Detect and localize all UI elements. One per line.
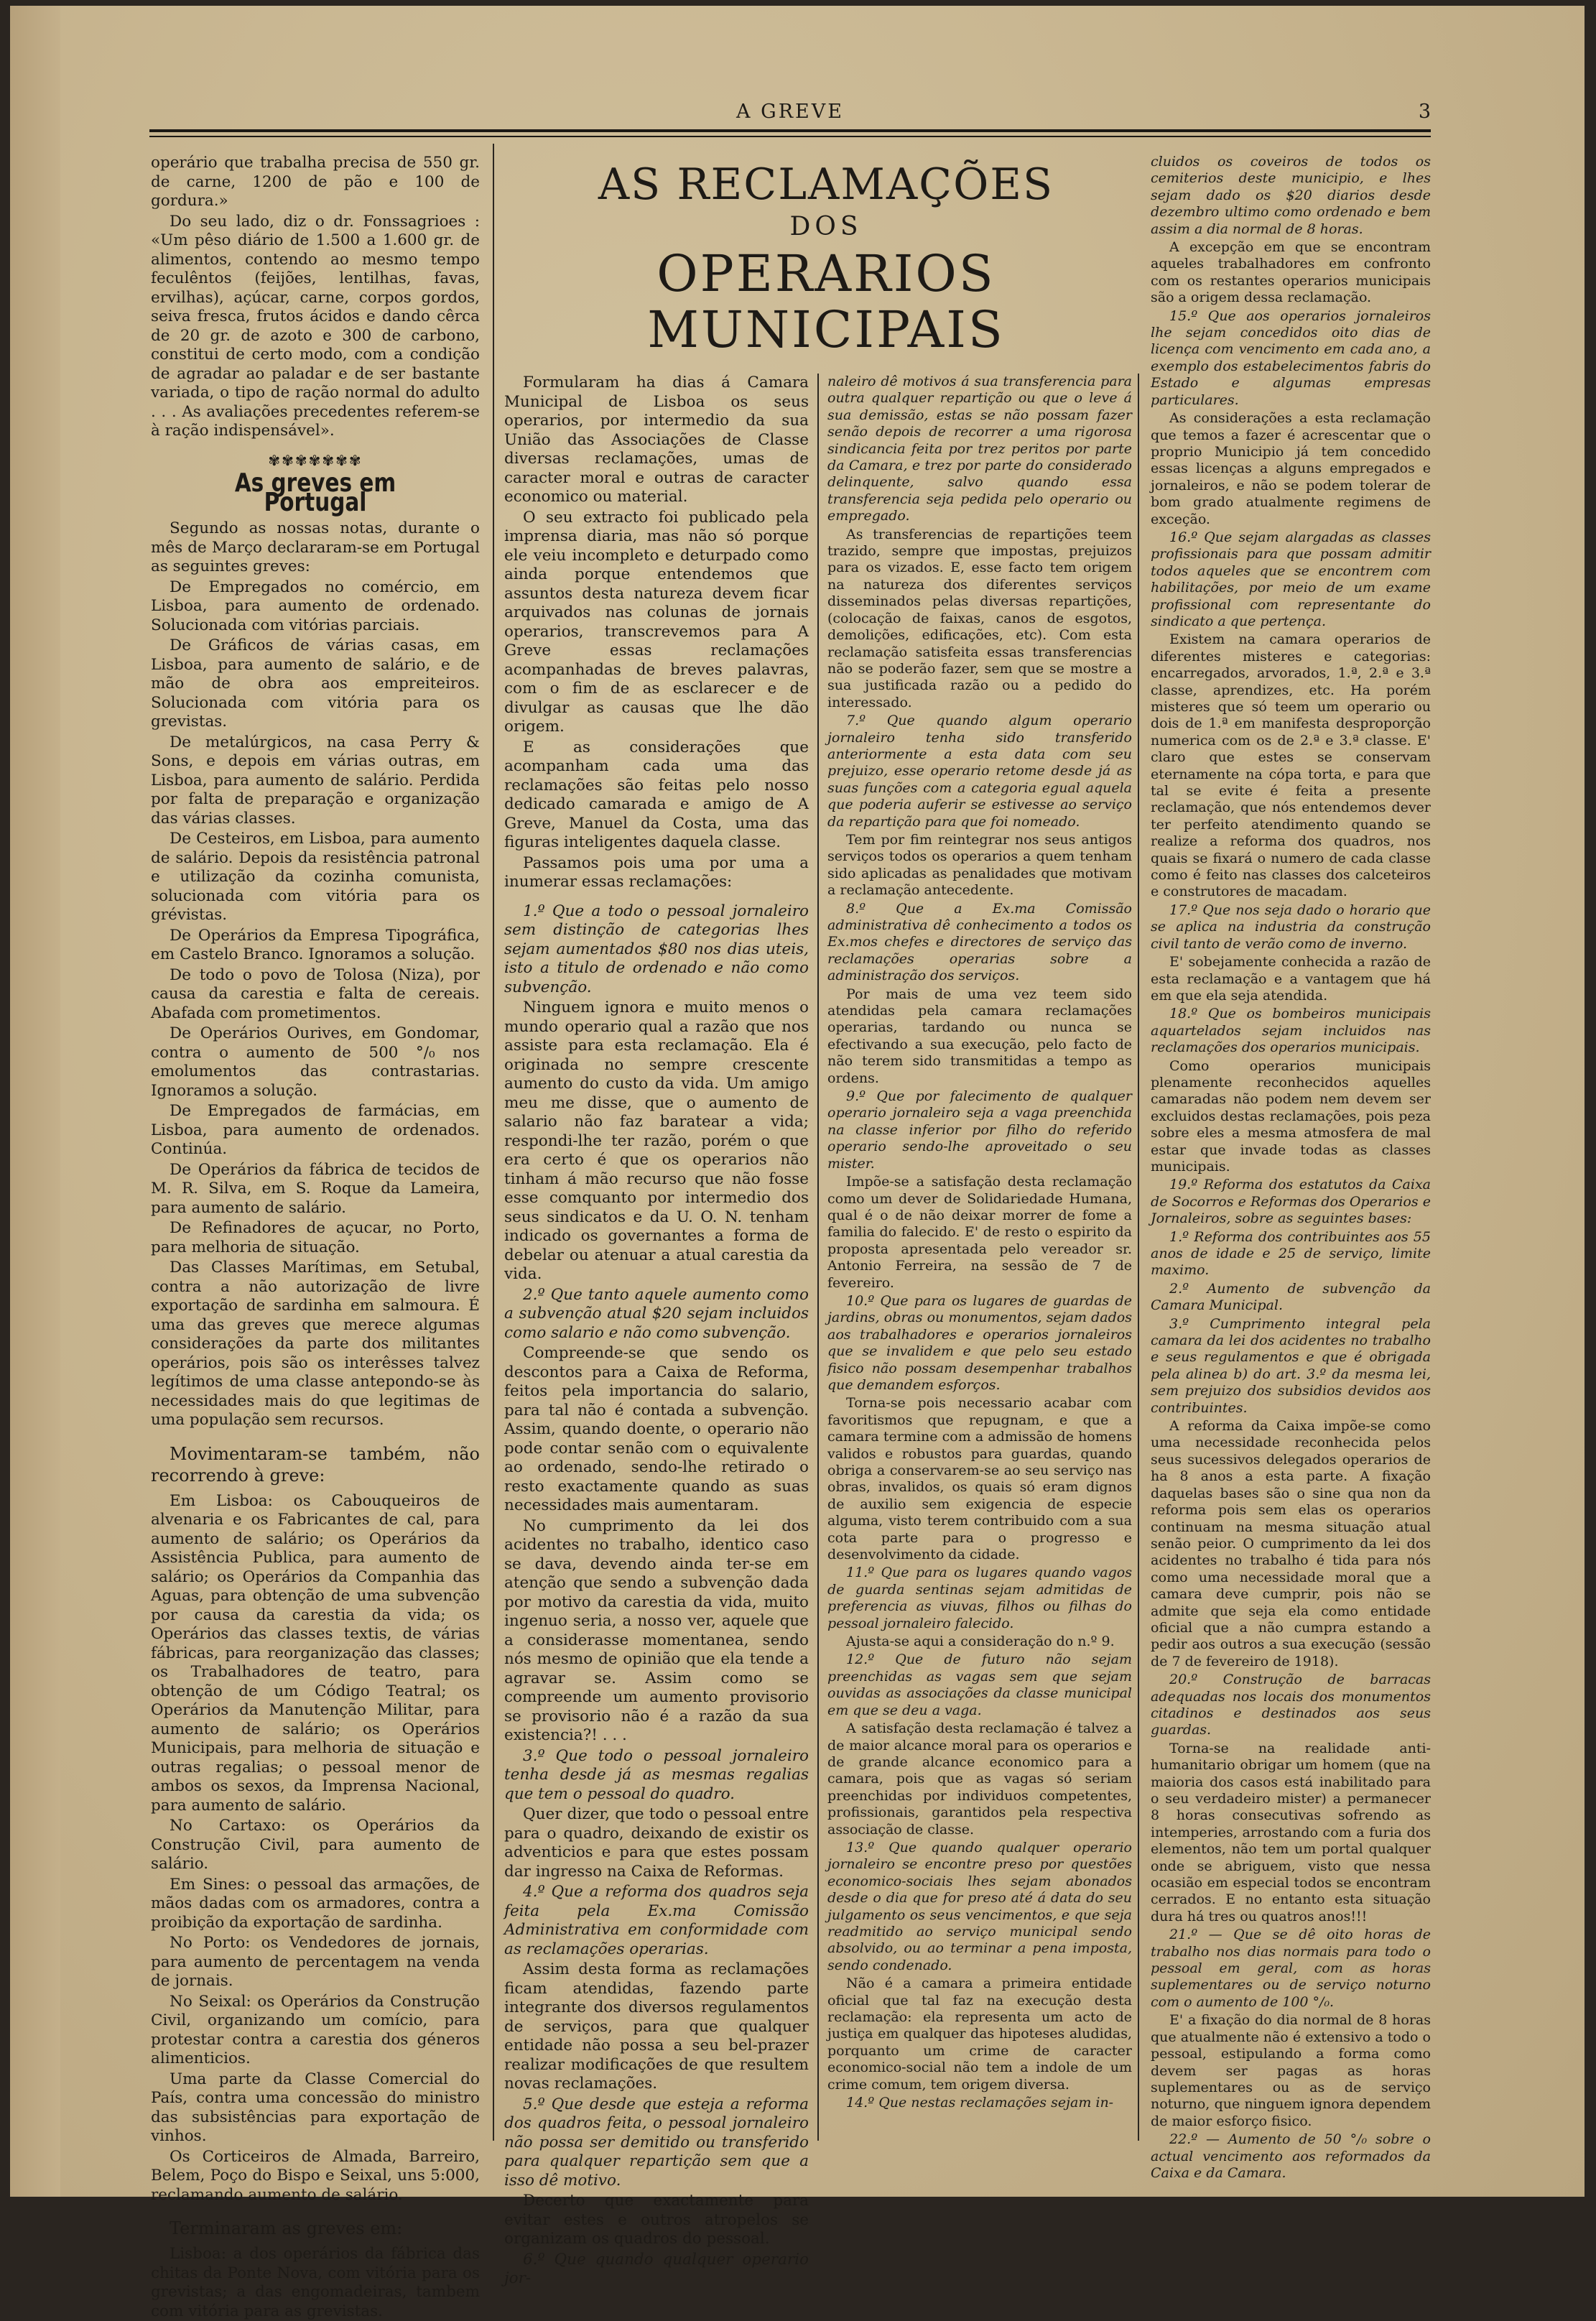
section-heading: As greves em Portugal bbox=[234, 468, 396, 517]
claim-item: 18.º Que os bombeiros municipais aquartelados sejam incluidos nas reclamações dos operarios municipais. bbox=[1151, 1006, 1431, 1056]
movement-list bbox=[151, 1492, 480, 2205]
claim-item: 2.º Que tanto aquele aumento como a subvenção atual $20 sejam incluidos como salario e não como subvenção. bbox=[504, 1285, 809, 1342]
intro-para: Do seu lado, diz o dr. Fonssagrioes : «Um pêso diário de 1.500 a 1.600 gr. de alimentos, contendo ao mesmo tempo feculêntos (feijões, lentilhas, favas, ervilhas), açúcar, carne, corpos gordos, seiva fresca, frutos ácidos e dando cêrca de 20 gr. de azoto e 300 de carbono, constitui de certo modo, com a condição de agradar ao paladar e de ser bastante variada, o tipo de ração normal do adulto . . . As avaliações precedentes referem-se à ração indispensável». bbox=[151, 212, 480, 440]
article-para: Formularam ha dias á Camara Municipal de Lisboa os seus operarios, por intermedio da sua União das Associações de Classe diversas reclamações, umas de caracter moral e outras de caracter economico ou material. bbox=[504, 374, 809, 506]
claim-item: 5.º Que desde que esteja a reforma dos quadros feita, o pessoal jornaleiro não possa ser demitido ou transferido para qualquer repartição sem que a isso dê motivo. bbox=[504, 2095, 809, 2190]
strike-item: De Operários Ourives, em Gondomar, contra o aumento de 500 °/₀ nos emolumentos das contrastarias. Ignoramos a solução. bbox=[151, 1024, 480, 1100]
claim-comment: Torna-se pois necessario acabar com favoritismos que repugnam, e que a camara termine com a admissão de homens validos e robustos para guardas, quando obriga a conservarem-se ao seu serviço nas obras, invalidos, os quais só eram dignos de auxilio sem exigencia de especie alguma, visto terem contribuido com a sua cota parte para o progresso e desenvolvimento da cidade. bbox=[827, 1395, 1132, 1563]
claim-comment: As transferencias de repartições teem trazido, sempre que impostas, prejuizos para os vizados. E, esse facto tem origem na natureza dos diferentes serviços disseminados pelas diversas repartições, (colocação de faixas, canos de esgotos, demolições, edificações, etc). Com esta reclamação satisfeita essas transferencias não se poderão fazer, sem que se mostre a sua justificada razão ou a pedido do interessado. bbox=[827, 526, 1132, 710]
claim-item: cluidos os coveiros de todos os cemiterios deste municipio, e lhes sejam dado os $20 diarios desde dezembro ultimo como ordenado e bem assim a dia normal de 8 horas. bbox=[1151, 154, 1431, 237]
claim-item: 10.º Que para os lugares de guardas de jardins, obras ou monumentos, sejam dados aos trabalhadores e operarios jornaleiros que se invalidem e que pelo seu estado fisico não possam desempenhar trabalhos que demandem esforços. bbox=[827, 1292, 1132, 1393]
claim-comment: As considerações a esta reclamação que temos a fazer é acrescentar que o proprio Municipio já tem concedido essas licenças a alguns empregados e jornaleiros, e não se podem tolerar de bom grado atualmente regimens de exceção. bbox=[1151, 410, 1431, 527]
strike-item: De Operários da fábrica de tecidos de M. R. Silva, em S. Roque da Lameira, para aumento de salário. bbox=[151, 1160, 480, 1217]
claim-item: 3.º Cumprimento integral pela camara da lei dos acidentes no trabalho e seus regulamentos e que é obrigada pela alinea b) do art. 3.º da mesma lei, sem prejuizo dos subsidios devidos aos contribuintes. bbox=[1151, 1315, 1431, 1416]
claim-comment: Tem por fim reintegrar nos seus antigos serviços todos os operarios a quem tenham sido aplicadas as penalidades que motivam a reclamação antecedente. bbox=[827, 831, 1132, 899]
claim-comment: A satisfação desta reclamação é talvez a de maior alcance moral para os operarios e de grande alcance economico para a camara, pois que as vagas só seriam preenchidas por individuos competentes, profissionais, garantidos pela respectiva associação de classe. bbox=[827, 1720, 1132, 1838]
page-fold-shadow bbox=[10, 6, 60, 2197]
publication-title: A GREVE bbox=[736, 101, 844, 123]
title-line-3: OPERARIOS MUNICIPAIS bbox=[647, 244, 1005, 359]
header-rule-thick bbox=[149, 129, 1431, 132]
claim-item: 3.º Que todo o pessoal jornaleiro tenha desde já as mesmas regalias que tem o pessoal do quadro. bbox=[504, 1746, 809, 1803]
column-1 bbox=[151, 154, 480, 2320]
claim-item: 21.º — Que se dê oito horas de trabalho nos dias normais para todo o pessoal em geral, com as horas suplementares ou de serviço noturno com o aumento de 100 °/₀. bbox=[1151, 1927, 1431, 2010]
strike-item: De Empregados no comércio, em Lisboa, para aumento de ordenado. Solucionada com vitórias parciais. bbox=[151, 578, 480, 634]
claim-item: 11.º Que para os lugares quando vagos de guarda sentinas sejam admitidas de preferencia as viuvas, filhos ou filhas do pessoal jornaleiro falecido. bbox=[827, 1565, 1132, 1631]
claim-comment: A excepção em que se encontram aqueles trabalhadores em confronto com os restantes operarios municipais são a origem dessa reclamação. bbox=[1151, 239, 1431, 306]
title-line-2: DOS bbox=[789, 212, 863, 241]
strike-item: De Operários da Empresa Tipográfica, em Castelo Branco. Ignoramos a solução. bbox=[151, 926, 480, 963]
strike-item: De Gráficos de várias casas, em Lisboa, para aumento de salário, e de mão de obra aos empreiteiros. Solucionada com vitória para os grevistas. bbox=[151, 636, 480, 731]
article-para: E as considerações que acompanham cada uma das reclamações são feitas pelo nosso dedicado camarada e amigo de A Greve, Manuel da Costa, uma das figuras inteligentes daquela classe. bbox=[504, 738, 809, 851]
claims-list bbox=[504, 902, 809, 2289]
claim-item: 4.º Que a reforma dos quadros seja feita pela Ex.ma Comissão Administrativa em conformidade com as reclamações operarias. bbox=[504, 1883, 809, 1958]
claim-comment: Quer dizer, que todo o pessoal entre para o quadro, deixando de existir os adventicios e para que estes possam dar ingresso na Caixa de Reformas. bbox=[504, 1805, 809, 1881]
claim-item: 19.º Reforma dos estatutos da Caixa de Socorros e Reformas dos Operarios e Jornaleiros, sobre as seguintes bases: bbox=[1151, 1177, 1431, 1227]
movement-item: Em Sines: o pessoal das armações, de mãos dadas com os armadores, contra a proibição da exportação de sardinha. bbox=[151, 1875, 480, 1932]
page-number: 3 bbox=[1418, 101, 1431, 123]
article-para: O seu extracto foi publicado pela imprensa diaria, mas não só porque ele veiu incompleto e deturpado como ainda porque entendemos que assuntos desta natureza devem ficar arquivados nas colunas de jornais operarios, transcrevemos para A Greve essas reclamações acompanhadas de breves palavras, com o fim de as esclarecer e de divulgar as causas que lhe dão origem. bbox=[504, 508, 809, 736]
strike-item: De metalúrgicos, na casa Perry & Sons, e depois em várias outras, em Lisboa, para aumento de salário. Perdida por falta de preparação e organização das várias classes. bbox=[151, 733, 480, 828]
column-divider bbox=[1138, 374, 1139, 2141]
column-4 bbox=[1151, 154, 1431, 2181]
claim-item: 1.º Que a todo o pessoal jornaleiro sem distinção de categorias lhes sejam aumentados $80 nos dias uteis, isto a titulo de ordenado e não como subvenção. bbox=[504, 902, 809, 996]
claim-item: naleiro dê motivos á sua transferencia para outra qualquer repartição ou que o leve á sua demissão, estas se não possam fazer senão depois de recorrer a uma rigorosa sindicancia feita por trez peritos por parte da Camara, e trez por parte do considerado delinquente, salvo quando essa transferencia seja pedida pelo operario ou empregado. bbox=[827, 374, 1132, 524]
claim-item: 15.º Que aos operarios jornaleiros lhe sejam concedidos oito dias de licença com vencimento em cada ano, a exemplo dos estabelecimentos fabris do Estado e algumas empresas particulares. bbox=[1151, 307, 1431, 408]
strike-item: De Cesteiros, em Lisboa, para aumento de salário. Depois da resistência patronal e utilização da cozinha comunista, solucionada com vitória para os grévistas. bbox=[151, 830, 480, 924]
claim-comment: Não é a camara a primeira entidade oficial que tal faz na execução desta reclamação: ela representa um acto de justiça em qualquer das hipoteses aludidas, porquanto um crime de caracter economico-social não tem a indole de um crime comum, tem origem diversa. bbox=[827, 1975, 1132, 2093]
claim-comment: Existem na camara operarios de diferentes misteres e categorias: encarregados, arvorados, 1.ª, 2.ª e 3.ª classe, aprendizes, etc. Ha porém misteres que só teem um operario ou dois de 1.ª em manifesta desproporção numerica com os de 2.ª e 3.ª classe. E' claro que estes se conservam eternamente na cópa torta, e para que tal se evite é feita a presente reclamação, que nós entendemos dever ter perfeito atendimento quando se realize a reforma dos quadros, nos quais se fixará o numero de cada classe como é feito nas classes dos calceteiros e construtores de macadam. bbox=[1151, 631, 1431, 900]
article-title bbox=[497, 159, 1155, 358]
claim-item: 17.º Que nos seja dado o horario que se aplica na industria da construção civil tanto de verão como de inverno. bbox=[1151, 902, 1431, 952]
claim-item: 13.º Que quando qualquer operario jornaleiro se encontre preso por questões economico-sociais lhes sejam abonados desde o dia que for preso até á data do seu julgamento os seus vencimentos, e que seja readmitido ao serviço municipal sendo absolvido, ou ao terminar a pena imposta, sendo condenado. bbox=[827, 1839, 1132, 1973]
ended-item: Lisboa: a dos operários da fábrica das chitas da Ponte Nova, com vitória para os grevistas; a das engomadeiras, tambem com vitória para as grevistas. bbox=[151, 2245, 480, 2320]
ended-list bbox=[151, 2245, 480, 2321]
claim-comment: A reforma da Caixa impõe-se como uma necessidade reconhecida pelos seus sucessivos delegados operarios de ha 8 anos a esta parte. A fixação daquelas bases são o sine qua non da reforma pois sem elas os operarios continuam na mesma situação atual senão peior. O cumprimento da lei dos acidentes no trabalho é tida para nós como uma necessidade moral que a camara deve cumprir, pois não se admite que seja ela como entidade oficial que a não cumpra estando a pedir aos outros a sua execução (sessão de 7 de fevereiro de 1918). bbox=[1151, 1418, 1431, 1669]
ornament-divider: ✾✾✾✾✾✾✾ bbox=[268, 451, 363, 469]
claim-item: 2.º Aumento de subvenção da Camara Municipal. bbox=[1151, 1280, 1431, 1314]
subheading: Terminaram as greves em: bbox=[170, 2218, 403, 2238]
claim-item: 20.º Construção de barracas adequadas nos locais dos monumentos citadinos e destinados aos seus guardas. bbox=[1151, 1672, 1431, 1738]
section-lead: Segundo as nossas notas, durante o mês de Março declararam-se em Portugal as seguintes greves: bbox=[151, 519, 480, 575]
claim-comment: Torna-se na realidade anti-humanitario obrigar um homem (que na maioria dos casos está inabilitado para o seu verdadeiro mister) a permanecer 8 horas consecutivas sofrendo as intemperies, arrostando com a furia dos elementos, não tem um portal qualquer onde se abriguem, visto que nessa ocasião em especial todos se encontram cerrados. E no entanto esta situação dura há tres ou quatros anos!!! bbox=[1151, 1740, 1431, 1924]
strike-item: De Refinadores de açucar, no Porto, para melhoria de situação. bbox=[151, 1219, 480, 1256]
title-line-1: AS RECLAMAÇÕES bbox=[598, 159, 1054, 210]
claim-comment: Decerto que exactamente para evitar estes e outros atropelos se organizam os quadros do pessoal. bbox=[504, 2192, 809, 2248]
claim-comment: Ninguem ignora e muito menos o mundo operario qual a razão que nos assiste para esta reclamação. Ela é originada no sempre crescente aumento do custo da vida. Um amigo meu me disse, que o aumento de salario não faz baratear a vida; respondi-lhe ter razão, porém o que era certo é que os operarios não tinham á mão recurso que não fosse esse comquanto por intermedio dos seus sindicatos e da U. O. N. tenham indicado os governantes a forma de debelar ou atenuar a atual carestia da vida. bbox=[504, 999, 809, 1283]
strike-list bbox=[151, 578, 480, 1430]
claim-comment: E' a fixação do dia normal de 8 horas que atualmente não é extensivo a todo o pessoal, estipulando a forma como devem ser pagas as horas suplementares ou as de serviço noturno, que ninguem ignora dependem de maior esforço fisico. bbox=[1151, 2012, 1431, 2129]
claim-comment: No cumprimento da lei dos acidentes no trabalho, identico caso se dava, devendo ainda ter-se em atenção que sendo a subvenção dada por motivo da carestia da vida, muito ingenuo seria, a nosso ver, aquele que a considerasse momentanea, sendo nós mesmo de opinião que ela tende a agravar se. Assim como se compreende um aumento provisorio se provisorio não é a razão da sua existencia?! . . . bbox=[504, 1516, 809, 1744]
movement-item: Uma parte da Classe Comercial do País, contra uma concessão do ministro das subsistências para exportação de vinhos. bbox=[151, 2070, 480, 2145]
movement-item: No Seixal: os Operários da Construção Civil, organizando um comício, para protestar contra a carestia dos géneros alimenticios. bbox=[151, 1992, 480, 2067]
article-para: Passamos pois uma por uma a inumerar essas reclamações: bbox=[504, 853, 809, 891]
claim-comment: Assim desta forma as reclamações ficam atendidas, fazendo parte integrante dos diversos regulamentos de serviços, para que qualquer entidade não possa a seu bel-prazer realizar modificações de que resultem novas reclamações. bbox=[504, 1960, 809, 2093]
column-divider bbox=[817, 374, 819, 2141]
column-2 bbox=[504, 374, 809, 2287]
claim-comment: Ajusta-se aqui a consideração do n.º 9. bbox=[846, 1634, 1115, 1650]
strike-item: De Empregados de farmácias, em Lisboa, para aumento de ordenados. Continúa. bbox=[151, 1102, 480, 1158]
claim-comment: Por mais de uma vez teem sido atendidas pela camara reclamações operarias, tardando ou nunca se efectivando a sua execução, pelo facto de não terem sido transmitidas a tempo as ordens. bbox=[827, 986, 1132, 1086]
claim-comment: E' sobejamente conhecida a razão de esta reclamação e a vantagem que há em que ela seja atendida. bbox=[1151, 954, 1431, 1004]
claim-comment: Impõe-se a satisfação desta reclamação como um dever de Solidariedade Humana, qual é o de não deixar morrer de fome a familia do falecido. E' de resto o espirito da proposta apresentada pelo vereador sr. Antonio Ferreira, na sessão de 7 de fevereiro. bbox=[827, 1174, 1132, 1291]
movement-item: Os Corticeiros de Almada, Barreiro, Belem, Poço do Bispo e Seixal, uns 5:000, reclamando aumento de salário. bbox=[151, 2147, 480, 2204]
strike-item: Das Classes Marítimas, em Setubal, contra a não autorização de livre exportação de sardinha em salmoura. É uma das greves que merece algumas considerações da parte dos militantes operários, pois são os interêsses talvez legítimos de uma classe antepondo-se às necessidades mais do que legitimas de uma população sem recursos. bbox=[151, 1259, 480, 1429]
column-3 bbox=[827, 374, 1132, 2148]
header-rule-thin bbox=[149, 136, 1431, 137]
movement-item: Em Lisboa: os Cabouqueiros de alvenaria e os Fabricantes de cal, para aumento de salário; os Operários da Assistência Publica, para aumento de salário; os Operários da Companhia das Aguas, para obtenção de uma subvenção por causa da carestia da vida; os Operários das classes textis, de várias fábricas, para reorganização das classes; os Trabalhadores de teatro, para obtenção de um Código Teatral; os Operários da Manutenção Militar, para aumento de salário; os Operários Municipais, para melhoria de situação e outras regalias; o pessoal menor de ambos os sexos, da Imprensa Nacional, para aumento de salário. bbox=[151, 1491, 480, 1815]
intro-para: operário que trabalha precisa de 550 gr. de carne, 1200 de pão e 100 de gordura.» bbox=[151, 154, 480, 210]
claim-comment: Como operarios municipais plenamente reconhecidos aquelles camaradas não podem nem devem ser excluidos destas reclamações, pois peza sobre eles a mesma atmosfera de mal estar que invade todas as classes municipais. bbox=[1151, 1057, 1431, 1175]
subheading: Movimentaram-se também, não recorrendo à greve: bbox=[151, 1443, 480, 1486]
claim-item: 1.º Reforma dos contribuintes aos 55 anos de idade e 25 de serviço, limite maximo. bbox=[1151, 1228, 1431, 1279]
claim-comment: Compreende-se que sendo os descontos para a Caixa de Reforma, feitos pela importancia do salario, para tal não é contada a subvenção. Assim, quando doente, o operario não pode contar senão com o equivalente ao ordenado, sendo-lhe retirado o resto exactamente quando as suas necessidades mais aumentaram. bbox=[504, 1344, 809, 1514]
movement-item: No Cartaxo: os Operários da Construção Civil, para aumento de salário. bbox=[151, 1817, 480, 1873]
claim-item: 12.º Que de futuro não sejam preenchidas as vagas sem que sejam ouvidas as associações da classe municipal em que se deu a vaga. bbox=[827, 1651, 1132, 1718]
running-header bbox=[149, 101, 1431, 125]
column-divider bbox=[493, 144, 494, 2141]
claim-item: 22.º — Aumento de 50 °/₀ sobre o actual vencimento aos reformados da Caixa e da Camara. bbox=[1151, 2131, 1431, 2181]
claim-item: 16.º Que sejam alargadas as classes profissionais para que possam admitir todos aqueles que se encontrem com habilitações, por meio de um exame profissional com representante do sindicato a que pertença. bbox=[1151, 529, 1431, 629]
claim-item: 7.º Que quando algum operario jornaleiro tenha sido transferido anteriormente a esta data com seu prejuizo, esse operario retome desde já as suas funções com a categoria egual aquela que poderia auferir se estivesse ao serviço da repartição para que foi nomeado. bbox=[827, 713, 1132, 830]
claim-item: 14.º Que nestas reclamações sejam in- bbox=[846, 2095, 1114, 2111]
movement-item: No Porto: os Vendedores de jornais, para aumento de percentagem na venda de jornais. bbox=[151, 1934, 480, 1990]
strike-item: De todo o povo de Tolosa (Niza), por causa da carestia e falta de cereais. Abafada com prometimentos. bbox=[151, 965, 480, 1022]
claim-item: 6.º Que quando qualquer operario jor- bbox=[504, 2250, 809, 2287]
article-intro bbox=[504, 374, 809, 892]
claim-item: 8.º Que a Ex.ma Comissão administrativa dê conhecimento a todos os Ex.mos chefes e directores de serviço das reclamações operarias sobre a administração dos serviços. bbox=[827, 900, 1132, 984]
claim-item: 9.º Que por falecimento de qualquer operario jornaleiro seja a vaga preenchida na classe inferior por filho do referido operario sendo-lhe aproveitado o seu mister. bbox=[827, 1088, 1132, 1172]
